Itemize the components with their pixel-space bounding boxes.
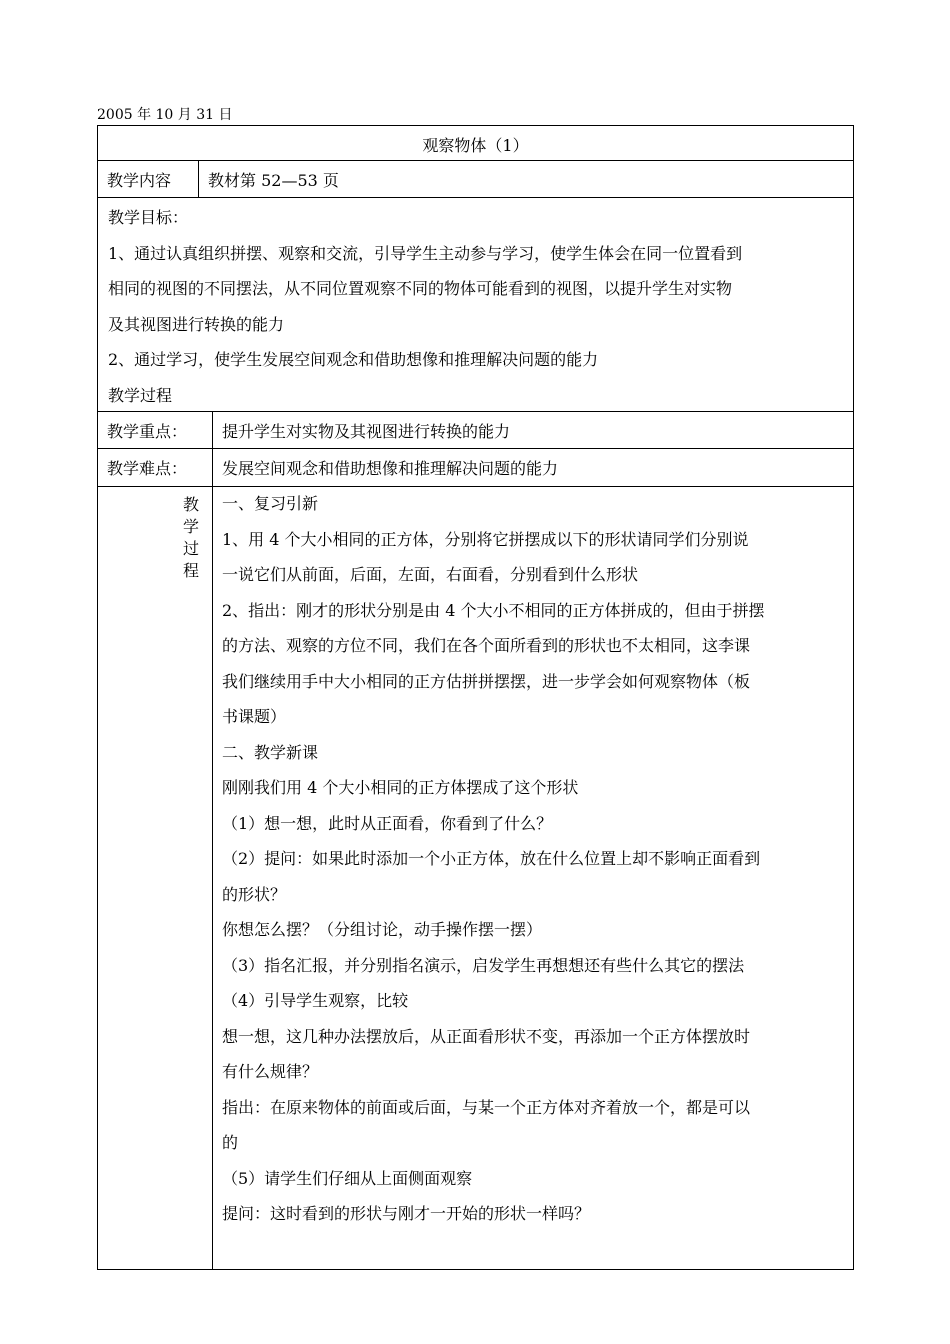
key-point-divider xyxy=(212,412,213,448)
process-line: 2、指出：刚才的形状分别是由 4 个大小不相同的正方体拼成的，但由于拼摆 xyxy=(222,600,765,620)
key-point-label: 教学重点： xyxy=(107,422,188,441)
content-value: 教材第 52—53 页 xyxy=(208,171,339,190)
process-line: 书课题） xyxy=(222,707,287,726)
lesson-title: 观察物体（1） xyxy=(422,136,529,155)
process-line: 一说它们从前面，后面，左面，右面看，分别看到什么形状 xyxy=(222,565,639,584)
vertical-char: 过 xyxy=(182,539,199,558)
title-row xyxy=(97,125,854,161)
difficulty-divider xyxy=(212,449,213,486)
goal-1-line-1: 1、通过认真组织拼摆、观察和交流，引导学生主动参与学习，使学生体会在同一位置看到 xyxy=(108,243,743,263)
process-line: 一、复习引新 xyxy=(222,494,319,513)
process-heading: 教学过程 xyxy=(108,385,173,405)
vertical-char: 学 xyxy=(182,517,199,536)
goals-text xyxy=(108,200,845,413)
process-line: （2）提问：如果此时添加一个小正方体，放在什么位置上却不影响正面看到 xyxy=(222,849,761,868)
process-line: 有什么规律？ xyxy=(222,1062,319,1081)
content-label: 教学内容 xyxy=(107,171,172,190)
process-line: 的形状？ xyxy=(222,884,287,904)
process-line: 我们继续用手中大小相同的正方估拼拼摆摆，进一步学会如何观察物体（板 xyxy=(222,671,751,691)
process-line: 二、教学新课 xyxy=(222,742,319,762)
difficulty-row xyxy=(97,448,854,487)
process-line: （4）引导学生观察，比较 xyxy=(222,991,409,1010)
content-row xyxy=(97,160,854,198)
difficulty-value: 发展空间观念和借助想像和推理解决问题的能力 xyxy=(222,459,559,478)
difficulty-label: 教学难点： xyxy=(107,459,188,478)
process-line: （3）指名汇报，并分别指名演示，启发学生再想想还有些什么其它的摆法 xyxy=(222,955,745,975)
process-divider xyxy=(212,487,213,1269)
content-divider xyxy=(198,161,199,197)
process-line: 指出：在原来物体的前面或后面，与某一个正方体对齐着放一个，都是可以 xyxy=(222,1097,751,1117)
process-line: （5）请学生们仔细从上面侧面观察 xyxy=(222,1168,473,1188)
process-line: 1、用 4 个大小相同的正方体，分别将它拼摆成以下的形状请同学们分别说 xyxy=(222,529,749,549)
process-line: （1）想一想，此时从正面看，你看到了什么？ xyxy=(222,813,553,833)
vertical-char: 程 xyxy=(182,561,199,580)
date-line: 2005 年 10 月 31 日 xyxy=(97,107,233,123)
key-point-row xyxy=(97,411,854,449)
process-line: 你想怎么摆？（分组讨论，动手操作摆一摆） xyxy=(222,920,543,939)
goal-1-line-2: 相同的视图的不同摆法，从不同位置观察不同的物体可能看到的视图，以提升学生对实物 xyxy=(108,279,733,298)
goals-block xyxy=(97,197,854,412)
process-line: 提问：这时看到的形状与刚才一开始的形状一样吗？ xyxy=(222,1204,591,1223)
goals-heading: 教学目标： xyxy=(108,208,189,227)
process-line: 刚刚我们用 4 个大小相同的正方体摆成了这个形状 xyxy=(222,778,579,797)
vertical-char: 教 xyxy=(182,495,199,514)
goal-1-line-3: 及其视图进行转换的能力 xyxy=(108,314,285,334)
process-vertical-label xyxy=(179,494,203,582)
process-line: 的 xyxy=(222,1133,239,1152)
process-text xyxy=(222,486,846,1232)
process-line: 想一想，这几种办法摆放后，从正面看形状不变，再添加一个正方体摆放时 xyxy=(222,1026,751,1046)
key-point-value: 提升学生对实物及其视图进行转换的能力 xyxy=(222,422,511,441)
process-line: 的方法、观察的方位不同，我们在各个面所看到的形状也不太相同，这李课 xyxy=(222,636,751,655)
goal-2: 2、通过学习，使学生发展空间观念和借助想像和推理解决问题的能力 xyxy=(108,350,599,369)
